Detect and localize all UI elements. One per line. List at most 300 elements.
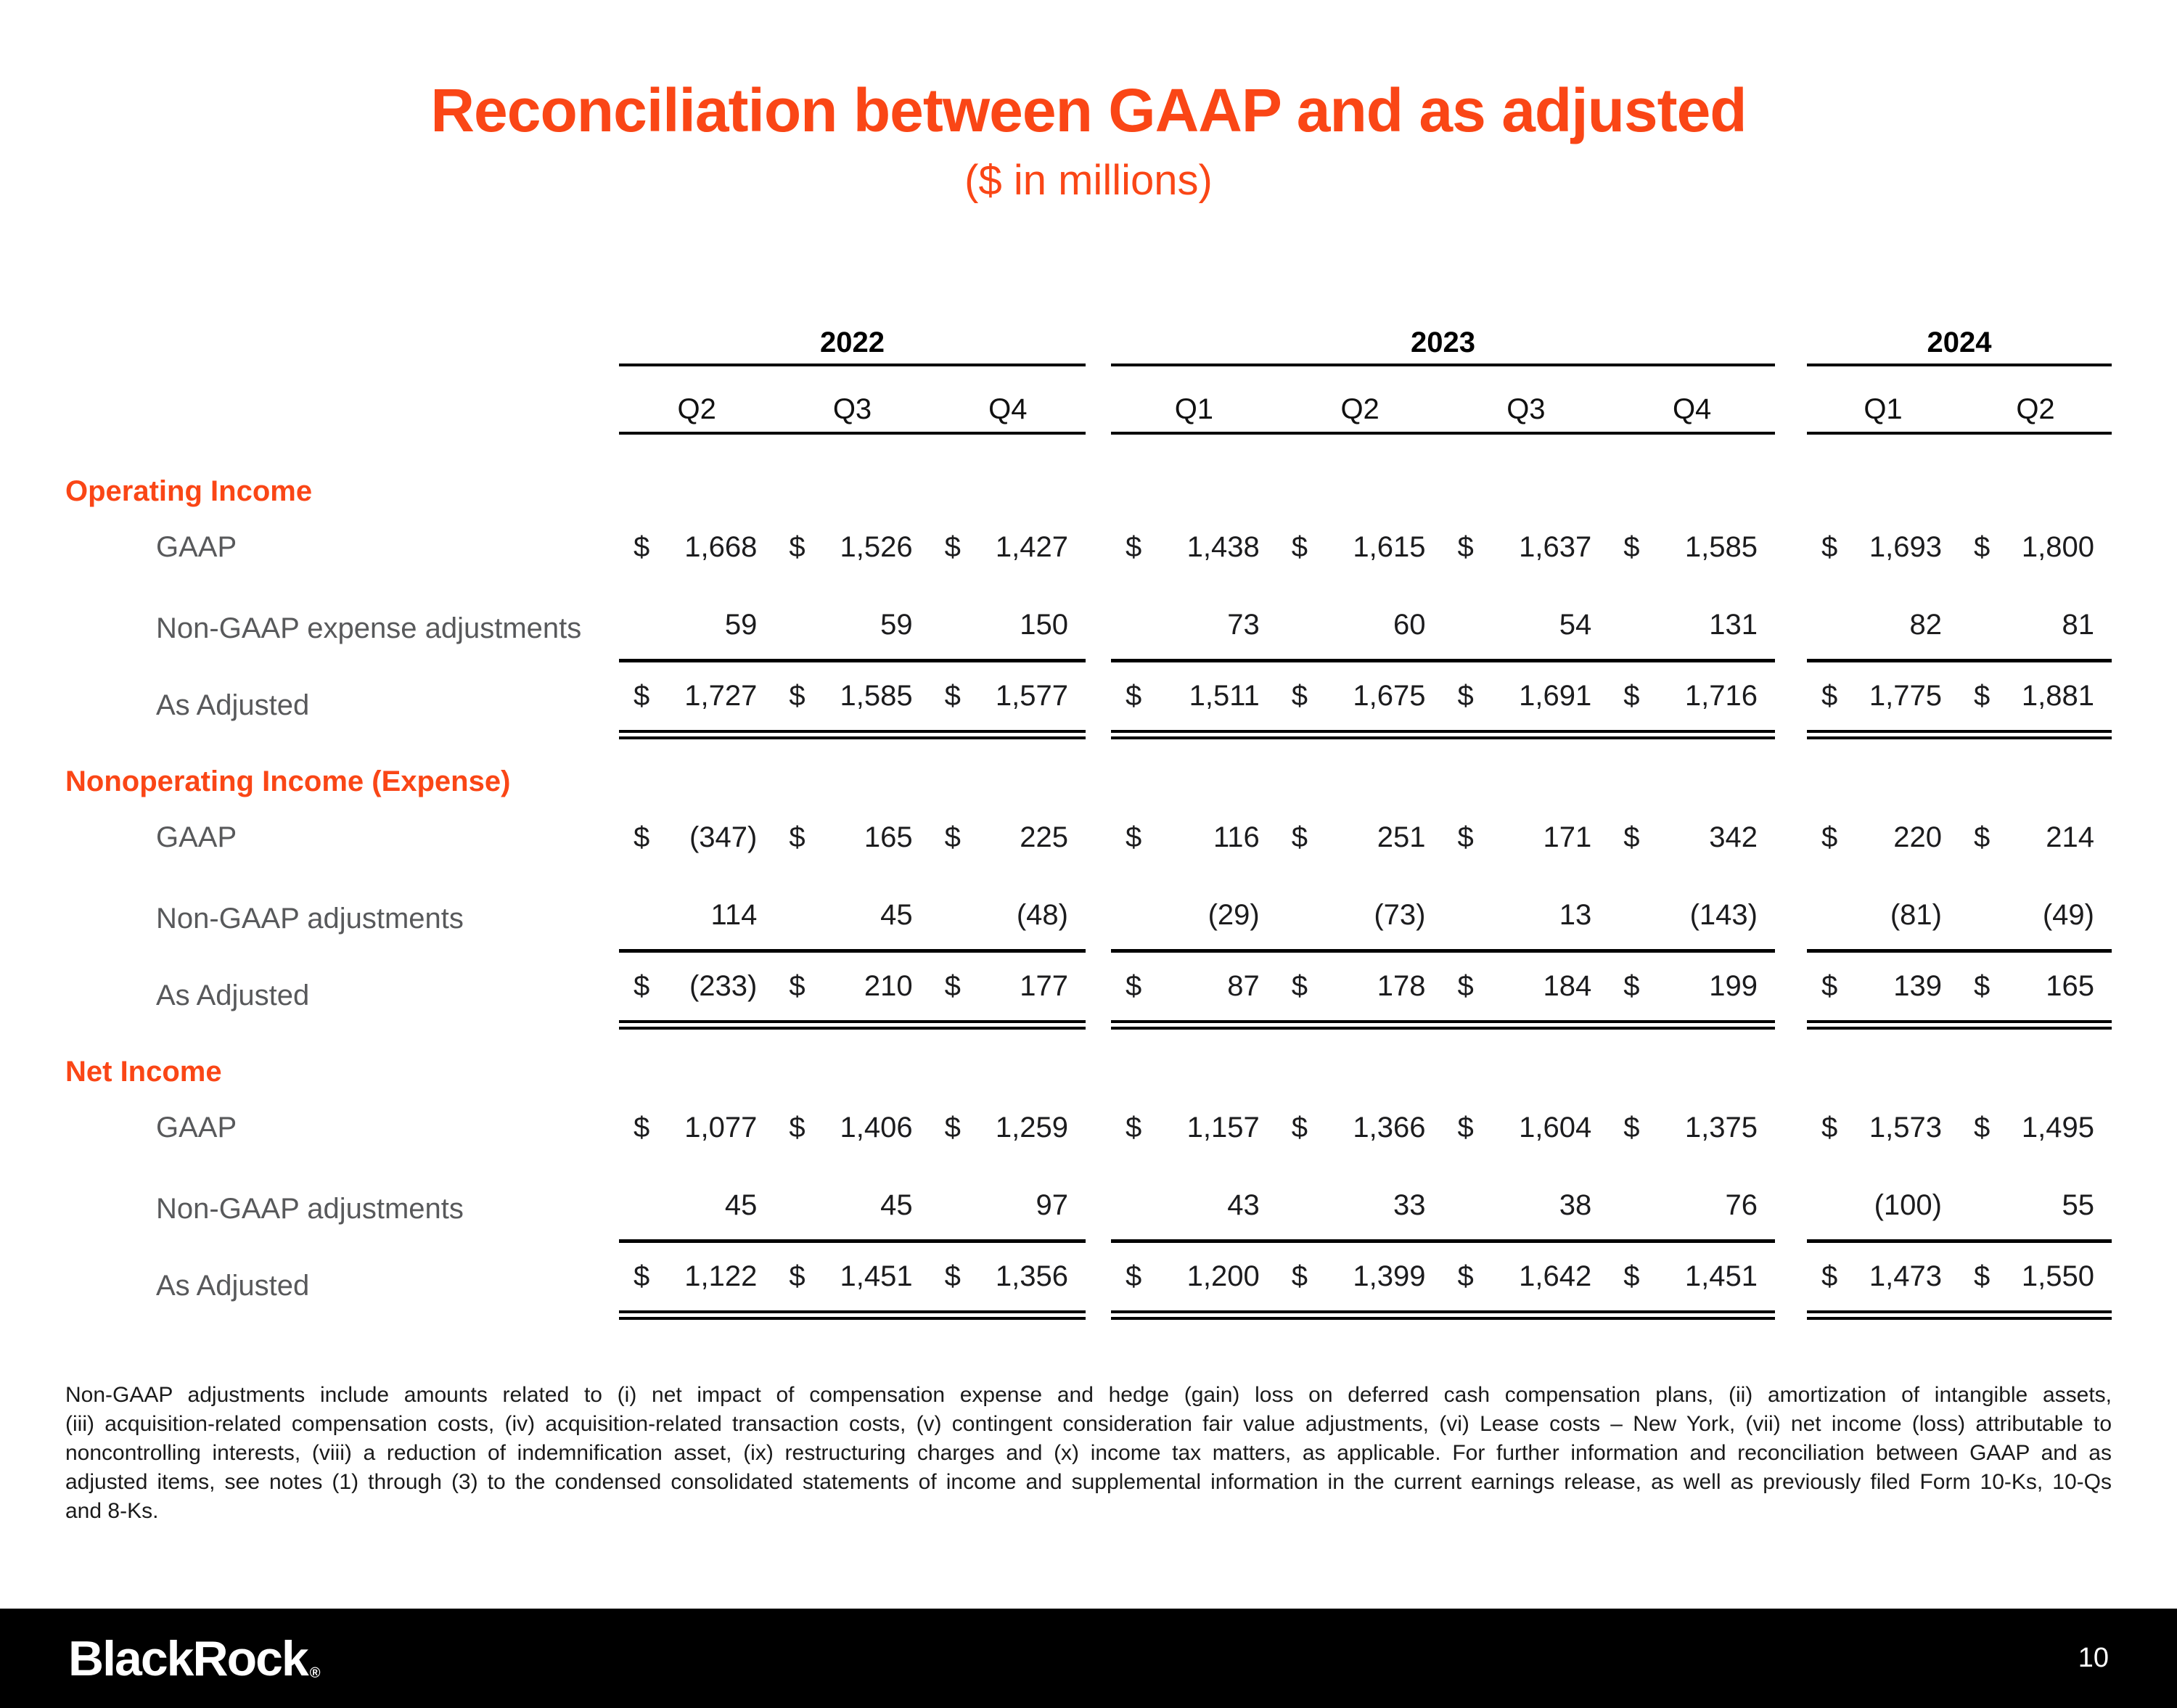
row-label: GAAP [156, 1112, 237, 1144]
dollar-sign: $ [944, 680, 961, 712]
group-gap [1775, 871, 1807, 953]
section-header: Nonoperating Income (Expense) [65, 765, 511, 797]
value-group [619, 662, 1086, 739]
dollar-sign: $ [1821, 680, 1838, 712]
dollar-sign: $ [634, 531, 650, 563]
year-label: 2024 [1807, 327, 2112, 366]
reconciliation-table [65, 327, 2112, 1320]
dollar-sign: $ [1821, 531, 1838, 563]
value-cell [1443, 509, 1610, 581]
value: (73) [1374, 899, 1426, 931]
value-group [1807, 1243, 2112, 1320]
value-group [619, 581, 1086, 662]
value: (233) [689, 970, 758, 1002]
value-cell [930, 581, 1086, 659]
dollar-sign: $ [1457, 970, 1474, 1002]
value: 171 [1543, 821, 1592, 853]
row-label: As Adjusted [156, 980, 310, 1011]
data-row [65, 953, 2112, 1030]
value: 1,259 [995, 1112, 1068, 1144]
value-cell [1609, 1089, 1775, 1162]
value: (143) [1689, 899, 1758, 931]
value-group [1111, 662, 1775, 739]
value: 45 [880, 899, 913, 931]
value-cell [1277, 581, 1443, 659]
group-gap [1086, 327, 1111, 366]
group-gap [1775, 799, 1807, 871]
value-cell [930, 799, 1086, 871]
value: 1,157 [1186, 1112, 1260, 1144]
footnote-line: adjusted items, see notes (1) through (3) to the condensed consolidated statements of income and supplemental information in the current earnings release, as well as previously filed Form 10-Ks, 10-Qs [65, 1470, 2112, 1494]
value: 55 [2062, 1189, 2094, 1221]
value-cell [619, 871, 774, 949]
dollar-sign: $ [944, 821, 961, 853]
value: 1,881 [2021, 680, 2094, 712]
quarter-label: Q2 [677, 393, 716, 425]
dollar-sign: $ [1821, 1260, 1838, 1292]
value-group [1111, 1089, 1775, 1162]
value-group [619, 799, 1086, 871]
value: (347) [689, 821, 758, 853]
value: 165 [864, 821, 913, 853]
value: 1,585 [840, 680, 913, 712]
dollar-sign: $ [1821, 821, 1838, 853]
slide [0, 75, 2177, 1708]
value-cell [1959, 1243, 2112, 1310]
value-cell [1609, 581, 1775, 659]
value-cell [1111, 1162, 1277, 1239]
value-cell [1959, 871, 2112, 949]
value-cell [1807, 953, 1959, 1020]
dollar-sign: $ [944, 1112, 961, 1144]
value: 1,573 [1869, 1112, 1942, 1144]
value-cell [619, 509, 774, 581]
year-label: 2022 [619, 327, 1086, 366]
group-gap [1086, 366, 1111, 435]
dollar-sign: $ [1623, 1260, 1640, 1292]
dollar-sign: $ [1126, 1260, 1142, 1292]
value-cell [1807, 871, 1959, 949]
value: (48) [1016, 899, 1068, 931]
value-group [619, 1243, 1086, 1320]
value-cell [1443, 953, 1610, 1020]
value-group [619, 509, 1086, 581]
value-cell [1959, 1162, 2112, 1239]
value-cell [1111, 799, 1277, 871]
dollar-sign: $ [1974, 1112, 1991, 1144]
value-cell [1277, 662, 1443, 730]
value-cell [930, 1089, 1086, 1162]
value: 1,399 [1353, 1260, 1426, 1292]
value: 45 [724, 1189, 758, 1221]
dollar-sign: $ [789, 680, 805, 712]
value: 114 [710, 899, 758, 931]
value: 131 [1709, 609, 1758, 641]
value-group [1111, 509, 1775, 581]
value-group [1111, 1243, 1775, 1320]
quarter-header-row [65, 366, 2112, 435]
value: 82 [1909, 609, 1942, 641]
value-cell [774, 953, 930, 1020]
value-group [1807, 953, 2112, 1030]
value: 184 [1543, 970, 1592, 1002]
group-gap [1086, 662, 1111, 739]
footnote-line: (iii) acquisition-related compensation costs, (iv) acquisition-related transaction costs, (v) contingent consideration fair value adjustments, (vi) Lease costs – New York, (vii) net income (loss) attributable to [65, 1412, 2112, 1436]
data-row [65, 509, 2112, 581]
row-label: As Adjusted [156, 1270, 310, 1302]
value: 87 [1227, 970, 1260, 1002]
value: 81 [2062, 609, 2094, 641]
value: 177 [1020, 970, 1068, 1002]
value-group [1807, 1162, 2112, 1243]
value-cell [1959, 799, 2112, 871]
value: 139 [1893, 970, 1942, 1002]
dollar-sign: $ [1457, 821, 1474, 853]
value-cell [774, 662, 930, 730]
value-cell [1277, 953, 1443, 1020]
dollar-sign: $ [1623, 1112, 1640, 1144]
dollar-sign: $ [1974, 531, 1991, 563]
group-gap [1086, 509, 1111, 581]
dollar-sign: $ [1974, 680, 1991, 712]
dollar-sign: $ [1457, 680, 1474, 712]
group-gap [1775, 366, 1807, 435]
value: 1,693 [1869, 531, 1942, 563]
value-cell [930, 871, 1086, 949]
group-gap [1086, 871, 1111, 953]
dollar-sign: $ [1623, 680, 1640, 712]
data-row [65, 799, 2112, 871]
value-cell [1609, 1162, 1775, 1239]
value-cell [774, 1243, 930, 1310]
value-cell [619, 1243, 774, 1310]
group-gap [1086, 581, 1111, 662]
value-group [1111, 799, 1775, 871]
dollar-sign: $ [1623, 821, 1640, 853]
footnote-line: Non-GAAP adjustments include amounts related to (i) net impact of compensation expense and hedge (gain) loss on deferred cash compensation plans, (ii) amortization of intangible assets, [65, 1383, 2112, 1407]
value-cell [1609, 871, 1775, 949]
value-cell [930, 1162, 1086, 1239]
quarter-label: Q3 [1506, 393, 1546, 425]
section-header: Net Income [65, 1056, 222, 1088]
data-row [65, 1089, 2112, 1162]
value-cell [1111, 581, 1277, 659]
value-cell [774, 509, 930, 581]
group-gap [1086, 1162, 1111, 1243]
value-cell [1277, 1162, 1443, 1239]
quarter-group [1111, 366, 1775, 435]
group-gap [1775, 1089, 1807, 1162]
dollar-sign: $ [1623, 531, 1640, 563]
value-cell [1959, 1089, 2112, 1162]
value-group [1111, 1162, 1775, 1243]
value-cell [1807, 799, 1959, 871]
value-cell [1609, 1243, 1775, 1310]
value-cell [1111, 1243, 1277, 1310]
value-cell [1807, 509, 1959, 581]
value: (29) [1208, 899, 1260, 931]
value: 97 [1036, 1189, 1068, 1221]
value-cell [1443, 1162, 1610, 1239]
value: 1,200 [1186, 1260, 1260, 1292]
value-cell [1277, 509, 1443, 581]
dollar-sign: $ [634, 680, 650, 712]
dollar-sign: $ [1126, 680, 1142, 712]
value-cell [1959, 953, 2112, 1020]
dollar-sign: $ [1623, 970, 1640, 1002]
value-cell [619, 581, 774, 659]
group-gap [1086, 1089, 1111, 1162]
group-gap [1775, 1162, 1807, 1243]
quarter-label: Q2 [1340, 393, 1379, 425]
value: 60 [1393, 609, 1426, 641]
dollar-sign: $ [1126, 531, 1142, 563]
value-cell [1807, 662, 1959, 730]
data-row [65, 662, 2112, 739]
dollar-sign: $ [1126, 970, 1142, 1002]
value: 1,077 [684, 1112, 758, 1144]
row-label: As Adjusted [156, 689, 310, 721]
value-cell [930, 509, 1086, 581]
group-gap [1086, 953, 1111, 1030]
spacer-cell [65, 366, 619, 435]
value-cell [930, 662, 1086, 730]
value: 1,727 [684, 680, 758, 712]
dollar-sign: $ [789, 1260, 805, 1292]
value-cell [619, 799, 774, 871]
row-label: Non-GAAP adjustments [156, 903, 464, 935]
data-row [65, 581, 2112, 662]
value-cell [1609, 509, 1775, 581]
data-row [65, 1162, 2112, 1243]
value-cell [1443, 799, 1610, 871]
group-gap [1775, 581, 1807, 662]
dollar-sign: $ [1126, 821, 1142, 853]
value-group [619, 1162, 1086, 1243]
value-group [1111, 953, 1775, 1030]
value-group [1807, 581, 2112, 662]
value: 1,427 [995, 531, 1068, 563]
value-cell [1443, 1243, 1610, 1310]
footnote [65, 1381, 2112, 1526]
value-cell [1959, 662, 2112, 730]
value-cell [1807, 581, 1959, 659]
page-number: 10 [2078, 1643, 2109, 1673]
dollar-sign: $ [944, 1260, 961, 1292]
dollar-sign: $ [944, 531, 961, 563]
value: 1,526 [840, 531, 913, 563]
group-gap [1086, 1243, 1111, 1320]
value: 45 [880, 1189, 913, 1221]
group-gap [1775, 509, 1807, 581]
group-gap [1775, 1243, 1807, 1320]
page-title: Reconciliation between GAAP and as adjusted [430, 76, 1747, 144]
dollar-sign: $ [1291, 1260, 1308, 1292]
value: 1,615 [1353, 531, 1426, 563]
row-label: Non-GAAP adjustments [156, 1193, 464, 1225]
quarter-group [1807, 366, 2112, 435]
blackrock-logo-text: BlackRock [68, 1630, 308, 1686]
value-group [619, 1089, 1086, 1162]
value: 1,406 [840, 1112, 913, 1144]
dollar-sign: $ [1457, 1260, 1474, 1292]
value: 1,375 [1684, 1112, 1758, 1144]
row-label: GAAP [156, 531, 237, 563]
row-label: Non-GAAP expense adjustments [156, 612, 582, 644]
value-cell [1807, 1162, 1959, 1239]
row-label: GAAP [156, 821, 237, 853]
dollar-sign: $ [1457, 1112, 1474, 1144]
value: (81) [1890, 899, 1942, 931]
value-cell [1443, 581, 1610, 659]
value: 1,604 [1519, 1112, 1592, 1144]
data-row [65, 871, 2112, 953]
value-cell [1959, 509, 2112, 581]
value-group [1807, 799, 2112, 871]
footnote-line: noncontrolling interests, (viii) a reduction of indemnification asset, (ix) restructuring charges and (x) income tax matters, as applicable. For further information and reconciliation between GAAP and as [65, 1441, 2112, 1465]
dollar-sign: $ [1457, 531, 1474, 563]
value: 1,366 [1353, 1112, 1426, 1144]
dollar-sign: $ [789, 970, 805, 1002]
value-cell [1609, 953, 1775, 1020]
dollar-sign: $ [1974, 1260, 1991, 1292]
value: 43 [1227, 1189, 1260, 1221]
value: 1,691 [1519, 680, 1592, 712]
value-group [619, 953, 1086, 1030]
quarter-label: Q1 [1864, 393, 1903, 425]
value: (49) [2042, 899, 2094, 931]
quarter-group [619, 366, 1086, 435]
year-label: 2023 [1111, 327, 1775, 366]
value: 1,122 [684, 1260, 758, 1292]
value: 210 [864, 970, 913, 1002]
value: 33 [1393, 1189, 1426, 1221]
value-cell [1111, 509, 1277, 581]
value-cell [1959, 581, 2112, 659]
blackrock-logo [68, 1630, 321, 1686]
value: 1,637 [1519, 531, 1592, 563]
dollar-sign: $ [634, 1112, 650, 1144]
footer-bar [0, 1609, 2177, 1708]
value-cell [1277, 1243, 1443, 1310]
registered-trademark-icon: ® [309, 1664, 321, 1681]
dollar-sign: $ [1974, 970, 1991, 1002]
value: 1,642 [1519, 1260, 1592, 1292]
value: 1,451 [1684, 1260, 1758, 1292]
value: 1,438 [1186, 531, 1260, 563]
group-gap [1775, 953, 1807, 1030]
value: 1,675 [1353, 680, 1426, 712]
value-cell [774, 1089, 930, 1162]
value: 225 [1020, 821, 1068, 853]
value: 1,550 [2021, 1260, 2094, 1292]
dollar-sign: $ [1291, 970, 1308, 1002]
dollar-sign: $ [1291, 531, 1308, 563]
value-group [1807, 871, 2112, 953]
value: 116 [1213, 821, 1260, 853]
dollar-sign: $ [634, 970, 650, 1002]
year-header-row [65, 327, 2112, 366]
dollar-sign: $ [1974, 821, 1991, 853]
value-cell [1609, 662, 1775, 730]
value-cell [774, 871, 930, 949]
dollar-sign: $ [1291, 821, 1308, 853]
value: 59 [724, 609, 758, 641]
value-cell [1277, 1089, 1443, 1162]
value: 1,716 [1684, 680, 1758, 712]
value-cell [619, 1162, 774, 1239]
value-cell [1277, 799, 1443, 871]
value: 150 [1020, 609, 1068, 641]
value-cell [1609, 799, 1775, 871]
value-cell [619, 1089, 774, 1162]
value: 251 [1377, 821, 1426, 853]
dollar-sign: $ [1126, 1112, 1142, 1144]
value: 199 [1709, 970, 1758, 1002]
value: 342 [1709, 821, 1758, 853]
value: 1,451 [840, 1260, 913, 1292]
value-cell [1111, 871, 1277, 949]
dollar-sign: $ [789, 821, 805, 853]
page-subtitle: ($ in millions) [964, 157, 1213, 204]
value-cell [774, 1162, 930, 1239]
value-cell [774, 581, 930, 659]
quarter-label: Q2 [2016, 393, 2055, 425]
value: 165 [2046, 970, 2094, 1002]
value-cell [1277, 871, 1443, 949]
dollar-sign: $ [634, 1260, 650, 1292]
dollar-sign: $ [1291, 1112, 1308, 1144]
value: 220 [1893, 821, 1942, 853]
group-gap [1775, 327, 1807, 366]
value: 1,577 [995, 680, 1068, 712]
value-cell [774, 799, 930, 871]
dollar-sign: $ [1291, 680, 1308, 712]
value: 1,511 [1189, 680, 1260, 712]
value: 54 [1559, 609, 1592, 641]
value: 1,800 [2021, 531, 2094, 563]
quarter-label: Q4 [1672, 393, 1712, 425]
value-group [1807, 1089, 2112, 1162]
value-cell [1807, 1089, 1959, 1162]
value-group [1111, 581, 1775, 662]
value-cell [1443, 662, 1610, 730]
value-cell [930, 1243, 1086, 1310]
value: 178 [1377, 970, 1426, 1002]
quarter-label: Q4 [988, 393, 1028, 425]
value: (100) [1874, 1189, 1942, 1221]
value: 1,585 [1684, 531, 1758, 563]
dollar-sign: $ [944, 970, 961, 1002]
value: 38 [1559, 1189, 1592, 1221]
value-cell [1111, 953, 1277, 1020]
value-cell [1111, 1089, 1277, 1162]
section-header: Operating Income [65, 475, 313, 507]
group-gap [1775, 662, 1807, 739]
footnote-line: and 8-Ks. [65, 1499, 159, 1523]
value-cell [1807, 1243, 1959, 1310]
value-cell [1443, 1089, 1610, 1162]
dollar-sign: $ [789, 531, 805, 563]
value-cell [619, 662, 774, 730]
value: 59 [880, 609, 913, 641]
value-group [1807, 662, 2112, 739]
value-cell [930, 953, 1086, 1020]
spacer-cell [65, 327, 619, 366]
dollar-sign: $ [1821, 970, 1838, 1002]
value: 76 [1725, 1189, 1758, 1221]
value-group [619, 871, 1086, 953]
